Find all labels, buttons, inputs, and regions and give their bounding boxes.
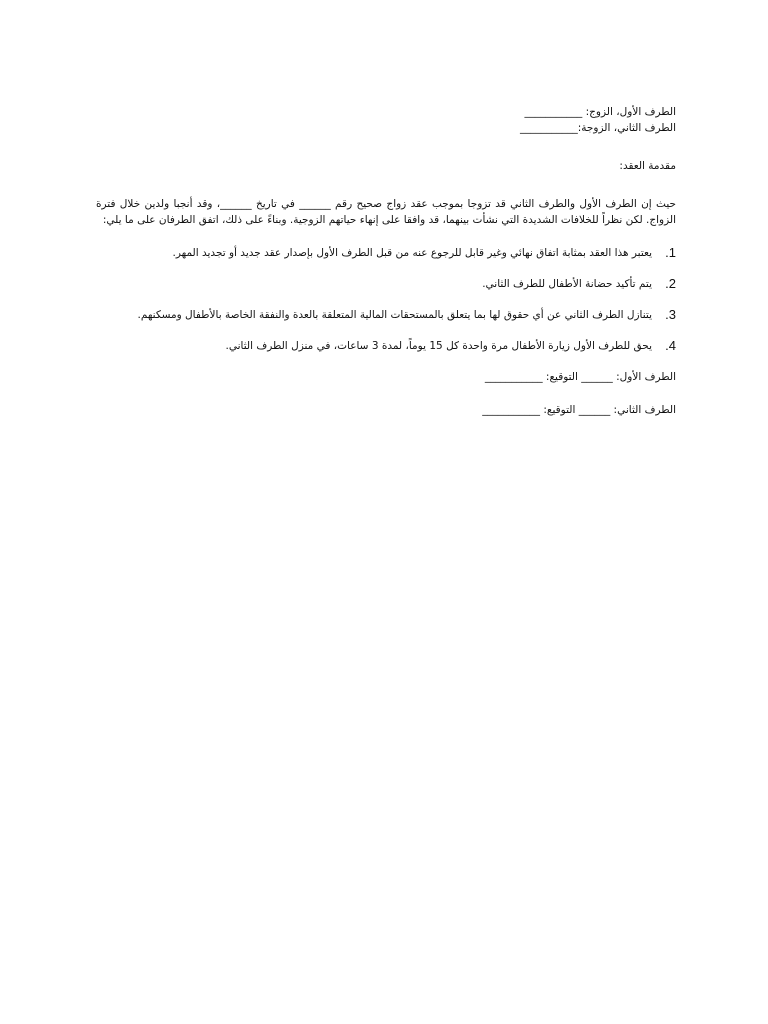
intro-paragraph: حيث إن الطرف الأول والطرف الثاني قد تزوجا بموجب عقد زواج صحيح رقم ______ في تاريخ ______، وقد أنجبا ولدين خلال فترة الزواج. لكن نظراً للخلافات الشديدة التي نشأت بينهما، قد وافقا على إنهاء حياتهم الزوجية. وبناءً على ذلك، اتفق الطرفان على ما يلي: xyxy=(96,198,676,226)
clauses-list xyxy=(96,245,676,354)
second-party-line: الطرف الثاني، الزوجة:___________ xyxy=(519,122,676,134)
clause-number: .1 xyxy=(665,245,676,260)
first-party-signature-line: الطرف الأول: ______ التوقيع: ___________ xyxy=(484,371,676,383)
first-party-line: الطرف الأول، الزوج: ___________ xyxy=(524,106,676,118)
clause-text: يحق للطرف الأول زيارة الأطفال مرة واحدة كل 15 يوماً، لمدة 3 ساعات، في منزل الطرف الثاني. xyxy=(225,340,652,352)
second-party-signature-line: الطرف الثاني: ______ التوقيع: ___________ xyxy=(482,404,676,416)
signatures-block xyxy=(96,369,676,418)
clause-text: يتنازل الطرف الثاني عن أي حقوق لها بما يتعلق بالمستحقات المالية المتعلقة بالعدة والنفقة الخاصة بالأطفال ومسكنهم. xyxy=(137,309,652,321)
intro-title: مقدمة العقد: xyxy=(619,160,676,172)
clause-item xyxy=(96,276,676,292)
clause-item xyxy=(96,338,676,354)
clause-number: .3 xyxy=(665,307,676,322)
clause-number: .2 xyxy=(665,276,676,291)
clause-text: يتم تأكيد حضانة الأطفال للطرف الثاني. xyxy=(482,278,652,290)
parties-block xyxy=(96,104,676,136)
clause-text: يعتبر هذا العقد بمثابة اتفاق نهائي وغير قابل للرجوع عنه من قبل الطرف الأول بإصدار عقد جديد أو تجديد المهر. xyxy=(172,247,652,259)
clause-number: .4 xyxy=(665,338,676,353)
contract-document xyxy=(96,96,676,435)
clause-item xyxy=(96,307,676,323)
clause-item xyxy=(96,245,676,261)
